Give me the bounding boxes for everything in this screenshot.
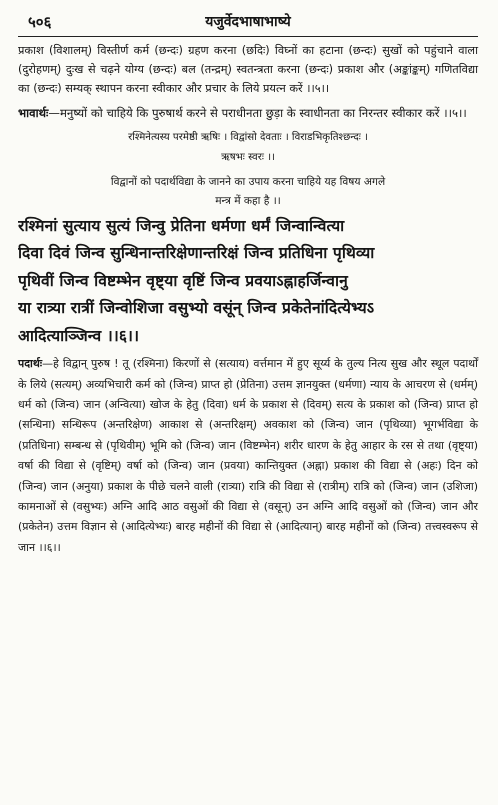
svara-line: ऋषभः स्वरः ।। — [221, 151, 275, 163]
topic-line-continued: मन्त्र में कहा है ।। — [215, 194, 281, 207]
mantra-block — [18, 213, 478, 351]
previous-word-meaning: प्रकाश (विशालम्) विस्तीर्ण कर्म (छन्दः) ग्रहण करना (छदिः) विघ्नों का हटाना (छन्दः) सुखों को पहुंचाने वाला (दुरोहणम्) दुःख से चढ़ने योग्य (छन्दः) बल (तन्द्रम्) स्वतन्त्रता करना (छन्दः) प्रकाश और (अङ्कांङ्कम्) गणितविद्या का (छन्दः) सम्यक् स्थापन करना स्वीकार और प्रचार के लिये प्रयत्न करें ।।५।। — [18, 44, 478, 96]
bhavarth-paragraph — [18, 103, 478, 123]
padarth-label: पदार्थः — [18, 357, 43, 371]
padarth-text: —हे विद्वान् पुरुष ! तू (रश्मिना) किरणों से (सत्याय) वर्त्तमान में हुए सूर्य्य के तुल्य नित्य सुख और स्थूल पदार्थों के लिये (सत्यम्) अव्यभिचारी कर्म को (जिन्व) प्राप्त हो (प्रेतिना) उत्तम ज्ञानयुक्त (धर्मणा) न्याय के आचरण से (धर्मम्) धर्म को (जिन्व) जान (अन्वित्या) खोज के हेतु (दिवा) धर्म के प्रकाश से (दिवम्) सत्य के प्रकाश को (जिन्व) प्राप्त हो (सन्धिना) सन्धिरूप (अन्तरिक्षेण) आकाश से (अन्तरिक्षम्) अवकाश को (जिन्व) जान (पृथिव्या) भूगर्भविद्या के (प्रतिधिना) सम्बन्ध से (पृथिवीम्) भूमि को (जिन्व) जान (विष्टम्भेन) शरीर धारण के हेतु आहार के रस से तथा (वृष्ट्या) वर्षा की विद्या से (वृष्टिम्) वर्षा को (जिन्व) जान (प्रवया) कान्तियुक्त (अह्ना) प्रकाश की विद्या से (अहः) दिन को (जिन्व) जान (अनुया) प्रकाश के पीछे चलने वाली (रात्र्या) रात्रि की विद्या से (रात्रीम्) रात्रि को (जिन्व) जान (उशिजा) कामनाओं से (वसुभ्यः) अग्नि आदि आठ वसुओं की विद्या से (वसून्) उन अग्नि आदि वसुओं को (जिन्व) जान और (प्रकेतेन) उत्तम विज्ञान से (आदित्येभ्यः) बारह महीनों की विद्या से (आदित्यान्) बारह महीनों को (जिन्व) तत्त्वस्वरूप से जान ।।६।। — [18, 357, 478, 554]
running-title: यजुर्वेदभाषाभाष्ये — [205, 14, 291, 30]
page-header — [18, 6, 478, 36]
mantra-line: दिवा दिवं जिन्व सुन्धिनान्तरिक्षेणान्तरिक्षं जिन्व प्रतिधिना पृथिव्या — [18, 244, 375, 263]
book-page — [0, 6, 498, 805]
mantra-line: रश्मिनां सुत्याय सुत्यं जिन्वु प्रेतिना धर्मणा धर्मं जिन्वान्वित्या — [18, 216, 345, 235]
header-rule — [18, 36, 478, 37]
topic-line: विद्वानों को पदार्थविद्या के जानने का उपाय करना चाहिये यह विषय अगले — [110, 175, 386, 188]
padarth-paragraph — [18, 354, 478, 558]
page-number: ५०६ — [28, 13, 52, 31]
mantra-line: आदित्याञ्जिन्व ।।६।। — [18, 326, 140, 345]
bhavarth-text: —मनुष्यों को चाहिये कि पुरुषार्थ करने से पराधीनता छुड़ा के स्वाधीनता का निरन्तर स्वीकार करें ।।५।। — [48, 105, 467, 120]
rishi-devata-line: रश्मिनेत्यस्य परमेष्ठी ऋषिः । विद्वांसो देवताः । विराडभिकृतिश्छन्दः । — [128, 131, 368, 143]
mantra-line: पृथिवीं जिन्व विष्टम्भेन वृष्ट्या वृष्टिं जिन्व प्रवयाऽह्नाहर्जिन्वानु — [18, 271, 348, 290]
mantra-line: या रात्र्या रात्रीं जिन्वोशिजा वसुभ्यो वसूंन् जिन्व प्रकेतेनांदित्येभ्यऽ — [18, 299, 375, 318]
bhavarth-label: भावार्थः — [18, 105, 49, 120]
